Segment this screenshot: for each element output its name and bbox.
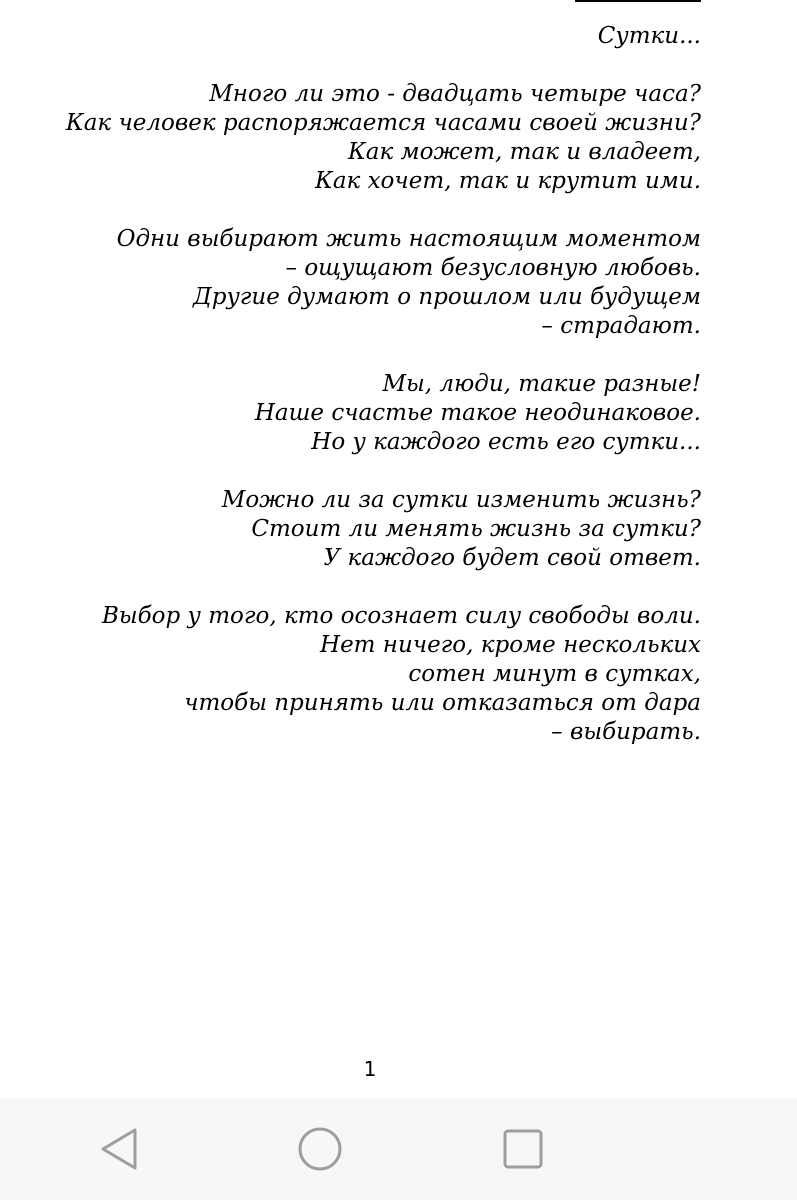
poem-line: – страдают. bbox=[541, 313, 701, 339]
poem-line: Много ли это - двадцать четыре часа? bbox=[209, 81, 701, 107]
stanza-1 bbox=[11, 80, 701, 196]
stanza-2 bbox=[11, 225, 701, 341]
poem-line: Как хочет, так и крутит ими. bbox=[315, 168, 701, 194]
poem-line: Как может, так и владеет, bbox=[347, 139, 701, 165]
poem-line: Мы, люди, такие разные! bbox=[382, 371, 701, 397]
recent-apps-button[interactable] bbox=[498, 1124, 548, 1174]
poem-line: Нет ничего, кроме нескольких bbox=[320, 632, 701, 658]
poem bbox=[11, 22, 701, 747]
poem-line: Можно ли за сутки изменить жизнь? bbox=[221, 487, 701, 513]
circle-home-icon bbox=[297, 1126, 343, 1172]
stanza-5 bbox=[11, 602, 701, 747]
square-recent-icon bbox=[501, 1127, 545, 1171]
home-button[interactable] bbox=[295, 1124, 345, 1174]
page-number: 1 bbox=[363, 1057, 377, 1081]
poem-line: Как человек распоряжается часами своей жизни? bbox=[65, 110, 701, 136]
poem-line: Другие думают о прошлом или будущем bbox=[193, 284, 701, 310]
poem-line: Одни выбирают жить настоящим моментом bbox=[116, 226, 701, 252]
poem-line: Стоит ли менять жизнь за сутки? bbox=[251, 516, 701, 542]
poem-line: сотен минут в сутках, bbox=[408, 661, 701, 687]
android-navigation-bar bbox=[0, 1098, 797, 1200]
top-divider bbox=[575, 0, 701, 2]
poem-line: – ощущают безусловную любовь. bbox=[285, 255, 701, 281]
back-button[interactable] bbox=[94, 1124, 144, 1174]
poem-line: – выбирать. bbox=[551, 719, 701, 745]
stanza-3 bbox=[11, 370, 701, 457]
stanza-4 bbox=[11, 486, 701, 573]
triangle-back-icon bbox=[99, 1126, 139, 1172]
poem-line: Но у каждого есть его сутки... bbox=[311, 429, 701, 455]
poem-line: У каждого будет свой ответ. bbox=[323, 545, 701, 571]
poem-title: Сутки... bbox=[597, 23, 701, 49]
poem-line: чтобы принять или отказаться от дара bbox=[184, 690, 701, 716]
poem-line: Наше счастье такое неодинаковое. bbox=[254, 400, 701, 426]
poem-line: Выбор у того, кто осознает силу свободы воли. bbox=[102, 603, 701, 629]
